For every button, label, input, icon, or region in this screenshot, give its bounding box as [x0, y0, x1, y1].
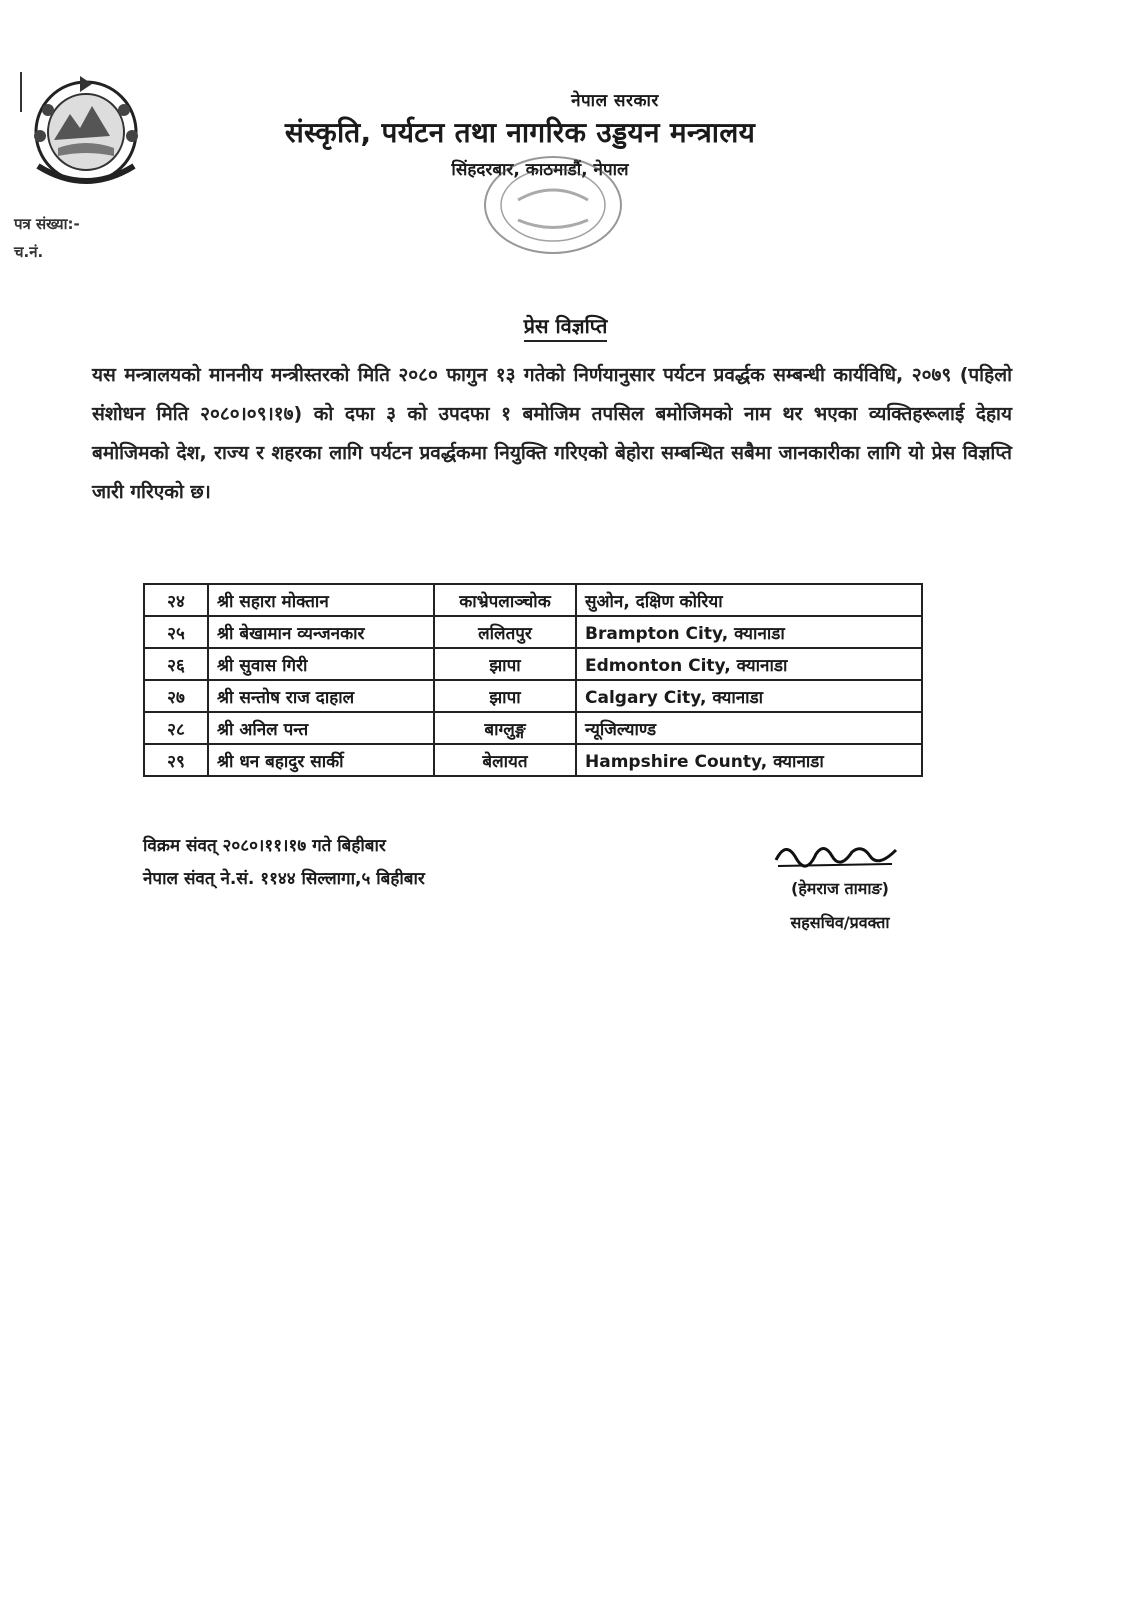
assigned-location: Hampshire County, क्यानाडा	[576, 744, 922, 776]
appointee-district: झापा	[434, 648, 576, 680]
table-row	[144, 616, 922, 648]
appointee-district: बेलायत	[434, 744, 576, 776]
signatory-name: (हेमराज तामाङ)	[791, 879, 889, 898]
document-title-text: प्रेस विज्ञप्ति	[524, 314, 608, 342]
assigned-location: Brampton City, क्यानाडा	[576, 616, 922, 648]
appointee-name: श्री बेखामान व्यन्जनकार	[208, 616, 434, 648]
serial-number: २५	[144, 616, 208, 648]
assigned-location: Calgary City, क्यानाडा	[576, 680, 922, 712]
government-name: नेपाल सरकार	[571, 91, 659, 111]
assigned-location: न्यूजिल्याण्ड	[576, 712, 922, 744]
table-row	[144, 648, 922, 680]
appointee-name: श्री सुवास गिरी	[208, 648, 434, 680]
table-row	[144, 744, 922, 776]
table-row	[144, 712, 922, 744]
appointee-district: बाग्लुङ्ग	[434, 712, 576, 744]
serial-number: २७	[144, 680, 208, 712]
issue-dates	[143, 830, 425, 896]
assigned-location: सुओन, दक्षिण कोरिया	[576, 584, 922, 616]
serial-number: २८	[144, 712, 208, 744]
appointee-name: श्री सहारा मोक्तान	[208, 584, 434, 616]
appointee-name: श्री धन बहादुर सार्की	[208, 744, 434, 776]
ministry-address: सिंहदरबार, काठमाडौं, नेपाल	[451, 160, 629, 180]
letter-references	[14, 210, 80, 266]
appointee-district: झापा	[434, 680, 576, 712]
appointee-name: श्री अनिल पन्त	[208, 712, 434, 744]
table-row	[144, 680, 922, 712]
appointee-name: श्री सन्तोष राज दाहाल	[208, 680, 434, 712]
appointee-district: काभ्रेपलाञ्चोक	[434, 584, 576, 616]
appointee-district: ललितपुर	[434, 616, 576, 648]
table-row	[144, 584, 922, 616]
serial-number: २४	[144, 584, 208, 616]
signatory-block	[760, 838, 920, 940]
press-release-body: यस मन्त्रालयको माननीय मन्त्रीस्तरको मिति २०८० फागुन १३ गतेको निर्णयानुसार पर्यटन प्रवर्द्धक सम्बन्धी कार्यविधि, २०७९ (पहिलो संशोधन मिति २०८०।०९।१७) को दफा ३ को उपदफा १ बमोजिम तपसिल बमोजिमको नाम थर भएका व्यक्तिहरूलाई देहाय बमोजिमको देश, राज्य र शहरका लागि पर्यटन प्रवर्द्धकमा नियुक्ति गरिएको बेहोरा सम्बन्धित सबैमा जानकारीका लागि यो प्रेस विज्ञप्ति जारी गरिएको छ।	[92, 364, 1012, 503]
ministry-name: संस्कृति, पर्यटन तथा नागरिक उड्डयन मन्त्रालय	[284, 116, 756, 149]
official-stamp-icon	[478, 150, 628, 260]
dispatch-number-label: च.नं.	[14, 243, 44, 261]
letter-number-label: पत्र संख्या:-	[14, 215, 80, 233]
appointee-table	[143, 583, 923, 777]
vikram-samvat-date: विक्रम संवत् २०८०।११।१७ गते बिहीबार	[143, 836, 386, 856]
nepal-samvat-date: नेपाल संवत् ने.सं. ११४४ सिल्लागा,५ बिहीबार	[143, 869, 425, 889]
signature-space	[760, 838, 920, 872]
signatory-designation: सहसचिव/प्रवक्ता	[790, 913, 890, 932]
serial-number: २६	[144, 648, 208, 680]
serial-number: २९	[144, 744, 208, 776]
nepal-emblem-icon	[18, 70, 153, 195]
document-title	[0, 312, 1131, 339]
assigned-location: Edmonton City, क्यानाडा	[576, 648, 922, 680]
